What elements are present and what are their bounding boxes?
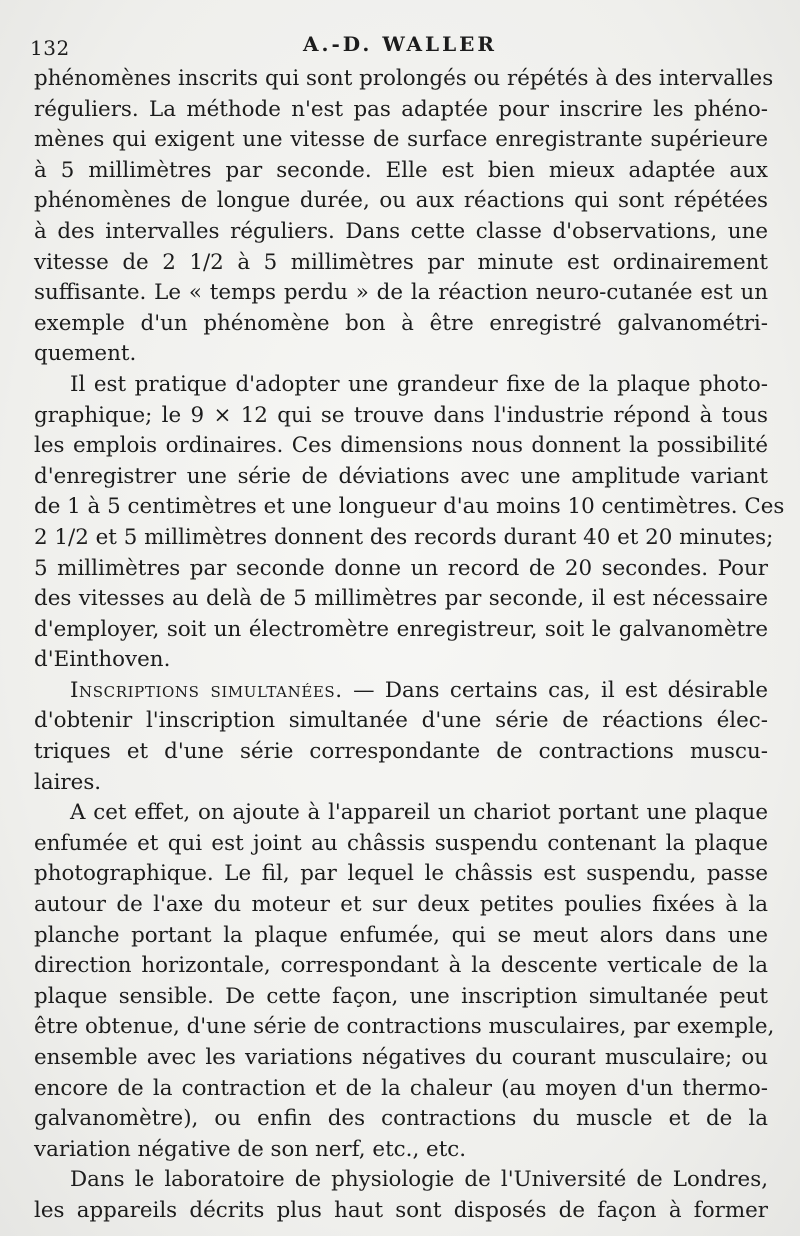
text-line: suffisante. Le « temps perdu » de la réaction neuro-cutanée est un <box>34 280 768 306</box>
paragraph-2 <box>34 370 785 676</box>
text-line: plaque sensible. De cette façon, une inscription simultanée peut <box>34 983 768 1009</box>
section-heading: Inscriptions simultanées. <box>70 677 343 703</box>
text-line: A cet effet, on ajoute à l'appareil un chariot portant une plaque <box>70 800 768 826</box>
text-line: d'enregistrer une série de déviations avec une amplitude variant <box>34 463 768 489</box>
text-line: être obtenue, d'une série de contractions musculaires, par exemple, <box>34 1014 775 1040</box>
text-line: d'employer, soit un électromètre enregistreur, soit le galvanomètre <box>34 616 768 642</box>
paragraph-4 <box>34 798 775 1165</box>
paragraph-1 <box>34 64 774 370</box>
text-line: 5 millimètres par seconde donne un record de 20 secondes. Pour <box>34 555 768 581</box>
paragraph-3 <box>34 676 768 798</box>
text-line: phénomènes de longue durée, ou aux réactions qui sont répétées <box>34 188 768 214</box>
paragraph-5 <box>34 1165 768 1226</box>
text-line: mènes qui exigent une vitesse de surface enregistrante supérieure <box>34 127 768 153</box>
text-line: galvanomètre), ou enfin des contractions du muscle et de la <box>34 1106 768 1132</box>
text-line: les appareils décrits plus haut sont disposés de façon à former <box>34 1197 768 1223</box>
text-line-rest: — Dans certains cas, il est désirable <box>342 677 769 703</box>
text-line: triques et d'une série correspondante de contractions muscu- <box>34 739 768 765</box>
text-line: planche portant la plaque enfumée, qui se meut alors dans une <box>34 922 768 948</box>
text-line: à des intervalles réguliers. Dans cette classe d'observations, une <box>34 218 768 244</box>
body-text <box>34 64 785 1227</box>
page-header <box>30 30 770 62</box>
text-line: phénomènes inscrits qui sont prolongés ou répétés à des intervalles <box>34 66 774 91</box>
text-line: enfumée et qui est joint au châssis suspendu contenant la plaque <box>34 830 768 856</box>
text-line: quement. <box>34 341 137 367</box>
text-line: des vitesses au delà de 5 millimètres par seconde, il est nécessaire <box>34 586 768 612</box>
text-line: de 1 à 5 centimètres et une longueur d'au moins 10 centimètres. Ces <box>34 494 785 520</box>
text-line: 2 1/2 et 5 millimètres donnent des records durant 40 et 20 minutes; <box>34 524 774 550</box>
text-line <box>34 676 768 707</box>
text-line: graphique; le 9 × 12 qui se trouve dans l'industrie répond à tous <box>34 402 768 428</box>
text-line: d'obtenir l'inscription simultanée d'une série de réactions élec- <box>34 708 768 734</box>
text-line: autour de l'axe du moteur et sur deux petites poulies fixées à la <box>34 892 768 918</box>
page-number: 132 <box>30 36 70 60</box>
text-line: à 5 millimètres par seconde. Elle est bien mieux adaptée aux <box>34 157 768 183</box>
text-line: variation négative de son nerf, etc., etc. <box>34 1136 467 1162</box>
running-head: A.-D. WALLER <box>302 32 498 56</box>
text-line: ensemble avec les variations négatives du courant musculaire; ou <box>34 1045 768 1070</box>
text-line: les emplois ordinaires. Ces dimensions nous donnent la possibilité <box>34 433 768 459</box>
text-line: encore de la contraction et de la chaleur (au moyen d'un thermo- <box>34 1075 768 1101</box>
text-line: d'Einthoven. <box>34 647 171 673</box>
text-line: direction horizontale, correspondant à la descente verticale de la <box>34 953 768 979</box>
text-line: Il est pratique d'adopter une grandeur fixe de la plaque photo- <box>70 371 768 397</box>
text-line: réguliers. La méthode n'est pas adaptée pour inscrire les phéno- <box>34 96 768 122</box>
text-line: Dans le laboratoire de physiologie de l'Université de Londres, <box>70 1167 768 1193</box>
text-line: vitesse de 2 1/2 à 5 millimètres par minute est ordinairement <box>34 249 768 275</box>
text-line: exemple d'un phénomène bon à être enregistré galvanométri- <box>34 310 768 336</box>
text-line: laires. <box>34 769 102 795</box>
text-line: photographique. Le fil, par lequel le châssis est suspendu, passe <box>34 861 768 887</box>
